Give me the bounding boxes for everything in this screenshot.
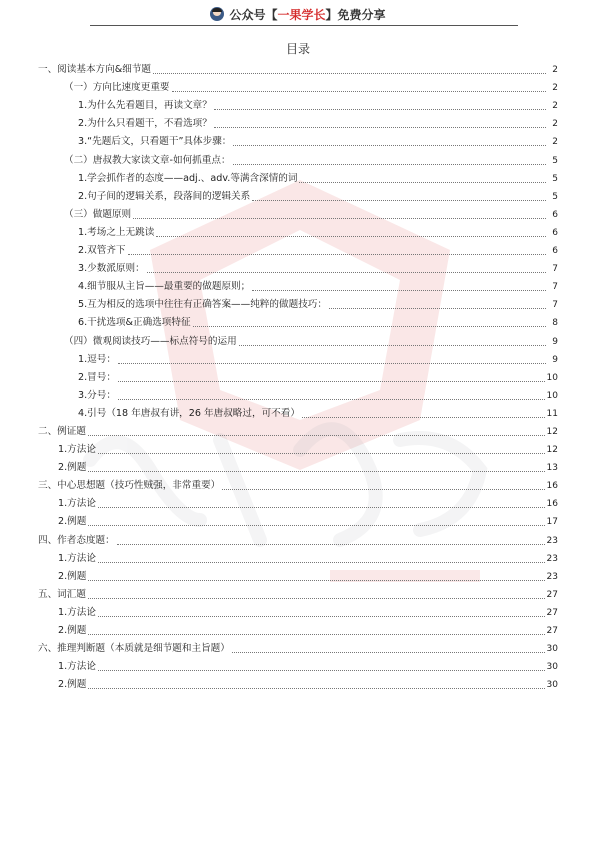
toc-entry-page: 11: [546, 408, 558, 419]
toc-entry-title: 2.例题: [58, 570, 87, 582]
toc-leader-dots: [88, 597, 545, 599]
toc-entry-page: 16: [546, 481, 558, 492]
toc-entry-title: 3.少数派原则：: [78, 263, 145, 275]
toc-leader-dots: [214, 126, 546, 128]
toc-leader-dots: [299, 181, 546, 183]
avatar-icon: [210, 7, 224, 21]
toc-entry[interactable]: [38, 58, 558, 76]
toc-entry[interactable]: [38, 384, 558, 402]
toc-entry-page: 27: [546, 589, 558, 600]
toc-entry-title: 三、中心思想题（技巧性贼强，非常重要）: [38, 480, 221, 492]
toc-entry-page: 2: [552, 137, 558, 148]
toc-entry-page: 17: [546, 517, 558, 528]
toc-entry-page: 2: [552, 83, 558, 94]
toc-entry-title: 2.例题: [58, 462, 87, 474]
toc-entry-page: 23: [546, 553, 558, 564]
toc-leader-dots: [118, 398, 545, 400]
toc-leader-dots: [156, 235, 546, 237]
toc-leader-dots: [239, 344, 546, 346]
toc-entry-page: 30: [546, 644, 558, 655]
toc-entry-page: 8: [552, 318, 558, 329]
toc-entry-title: （二）唐叔教大家读文章-如何抓重点：: [64, 154, 231, 166]
toc-leader-dots: [98, 452, 545, 454]
toc-entry-title: （四）微观阅读技巧——标点符号的运用: [64, 335, 237, 347]
toc-leader-dots: [128, 253, 546, 255]
toc-entry-title: 五、词汇题: [38, 588, 86, 600]
toc-entry[interactable]: [38, 293, 558, 311]
toc-entry[interactable]: [38, 420, 558, 438]
toc-entry[interactable]: [38, 402, 558, 420]
toc-entry[interactable]: [38, 257, 558, 275]
toc-entry[interactable]: [38, 565, 558, 583]
toc-entry-page: 10: [546, 372, 558, 383]
toc-entry-page: 30: [546, 662, 558, 673]
toc-entry-page: 9: [552, 336, 558, 347]
toc-entry[interactable]: [38, 112, 558, 130]
toc-entry-page: 30: [546, 680, 558, 691]
toc-entry[interactable]: [38, 329, 558, 347]
toc-entry[interactable]: [38, 619, 558, 637]
toc-entry-page: 5: [552, 173, 558, 184]
header-prefix: 公众号【: [229, 7, 278, 22]
toc-leader-dots: [98, 561, 545, 563]
toc-entry[interactable]: [38, 528, 558, 546]
toc-leader-dots: [88, 579, 544, 581]
toc-entry[interactable]: [38, 366, 558, 384]
toc-leader-dots: [88, 633, 544, 635]
toc-entry-title: 6.干扰选项&正确选项特征: [78, 317, 191, 329]
toc-leader-dots: [252, 199, 546, 201]
toc-entry-title: 1.考场之上无跳读: [78, 226, 155, 238]
toc-entry[interactable]: [38, 348, 558, 366]
toc-entry[interactable]: [38, 456, 558, 474]
toc-entry-page: 23: [546, 535, 558, 546]
toc-entry-title: 二、例证题: [38, 425, 86, 437]
toc-leader-dots: [118, 362, 546, 364]
toc-entry-page: 6: [552, 209, 558, 220]
toc-entry-page: 7: [552, 264, 558, 275]
toc-leader-dots: [88, 434, 545, 436]
toc-leader-dots: [98, 615, 545, 617]
toc-entry[interactable]: [38, 221, 558, 239]
toc-entry-page: 2: [552, 65, 558, 76]
toc-entry-page: 6: [552, 246, 558, 257]
toc-leader-dots: [232, 651, 545, 653]
toc-entry-title: 1.方法论: [58, 552, 96, 564]
toc-leader-dots: [222, 488, 544, 490]
toc-entry-title: 5.互为相反的选项中往往有正确答案——纯粹的做题技巧：: [78, 299, 327, 311]
toc-entry-page: 27: [546, 607, 558, 618]
toc-entry-title: 1.方法论: [58, 606, 96, 618]
toc-leader-dots: [98, 669, 545, 671]
page-header: [0, 5, 596, 23]
toc-entry-title: 4.引号（18 年唐叔有讲，26 年唐叔略过，可不看）: [78, 407, 300, 419]
toc-entry-title: 一、阅读基本方向&细节题: [38, 64, 152, 76]
toc-entry-page: 7: [552, 300, 558, 311]
toc-entry-page: 7: [552, 282, 558, 293]
toc-entry-page: 6: [552, 227, 558, 238]
toc-entry-title: 2.为什么只看题干，不看选项？: [78, 118, 212, 130]
toc-entry-title: 1.方法论: [58, 661, 96, 673]
toc-entry[interactable]: [38, 510, 558, 528]
toc-entry[interactable]: [38, 94, 558, 112]
toc-entry-title: 4.细节服从主旨——最重要的做题原则；: [78, 281, 251, 293]
page-title: 目录: [285, 42, 310, 56]
toc-leader-dots: [252, 289, 546, 291]
toc-entry[interactable]: [38, 185, 558, 203]
toc-entry-page: 9: [552, 354, 558, 365]
toc-entry-page: 10: [546, 390, 558, 401]
header-divider: [90, 25, 518, 26]
toc-leader-dots: [133, 217, 546, 219]
toc-entry-page: 2: [552, 119, 558, 130]
toc-entry[interactable]: [38, 76, 558, 94]
toc-leader-dots: [88, 470, 544, 472]
toc-leader-dots: [233, 163, 546, 165]
toc-entry-page: 27: [546, 626, 558, 636]
toc-entry-title: 2.例题: [58, 625, 87, 636]
toc-leader-dots: [117, 543, 545, 545]
toc-entry-page: 5: [552, 155, 558, 166]
toc-entry-title: 3.“先题后文，只看题干”具体步骤：: [78, 136, 232, 148]
toc-leader-dots: [329, 307, 546, 309]
toc-entry[interactable]: [38, 474, 558, 492]
toc-entry-page: 5: [552, 191, 558, 202]
toc-entry-title: 1.逗号：: [78, 353, 116, 365]
toc-entry[interactable]: [38, 673, 558, 691]
toc-entry[interactable]: [38, 655, 558, 673]
toc-entry[interactable]: [38, 203, 558, 221]
toc-entry[interactable]: [38, 130, 558, 148]
toc-entry[interactable]: [38, 167, 558, 185]
toc-entry-title: 3.分号：: [78, 389, 116, 401]
toc-entry-title: 四、作者态度题：: [38, 534, 115, 546]
toc-leader-dots: [153, 72, 546, 74]
toc-leader-dots: [193, 325, 546, 327]
table-of-contents: [38, 58, 558, 691]
toc-leader-dots: [302, 416, 545, 418]
toc-entry[interactable]: [38, 311, 558, 329]
toc-entry-title: 1.学会抓作者的态度——adj.、adv.等满含深情的词: [78, 172, 298, 184]
toc-entry-page: 2: [552, 101, 558, 112]
toc-entry-page: 23: [546, 571, 558, 582]
toc-entry-title: 2.例题: [58, 516, 87, 528]
toc-entry[interactable]: [38, 275, 558, 293]
toc-entry[interactable]: [38, 547, 558, 565]
toc-entry-title: 1.方法论: [58, 498, 96, 510]
toc-entry-title: 2.冒号：: [78, 371, 116, 383]
toc-leader-dots: [98, 506, 545, 508]
toc-entry-title: 1.为什么先看题目，再读文章？: [78, 100, 212, 112]
toc-entry-page: 13: [546, 463, 558, 474]
toc-leader-dots: [88, 524, 544, 526]
toc-entry[interactable]: [38, 438, 558, 456]
toc-entry-title: （一）方向比速度更重要: [64, 82, 170, 94]
toc-entry[interactable]: [38, 239, 558, 257]
header-brand: 一果学长: [277, 7, 326, 22]
toc-entry-title: 2.双管齐下: [78, 245, 126, 257]
toc-entry[interactable]: [38, 148, 558, 166]
toc-leader-dots: [214, 108, 546, 110]
toc-leader-dots: [172, 90, 546, 92]
toc-entry-title: 1.方法论: [58, 444, 96, 456]
toc-entry-page: 16: [546, 499, 558, 510]
toc-entry[interactable]: [38, 601, 558, 619]
toc-entry[interactable]: [38, 583, 558, 601]
toc-entry-title: 2.例题: [58, 679, 87, 691]
toc-entry-title: （三）做题原则: [64, 208, 132, 220]
toc-leader-dots: [147, 271, 546, 273]
toc-entry-page: 12: [546, 445, 558, 456]
toc-leader-dots: [233, 144, 546, 146]
toc-entry[interactable]: [38, 492, 558, 510]
toc-leader-dots: [118, 380, 545, 382]
toc-entry-page: 12: [546, 426, 558, 437]
toc-entry-title: 2.句子间的逻辑关系，段落间的逻辑关系: [78, 190, 251, 202]
header-suffix: 】免费分享: [325, 7, 386, 22]
toc-entry-title: 六、推理判断题（本质就是细节题和主旨题）: [38, 643, 230, 655]
toc-entry[interactable]: [38, 637, 558, 655]
toc-leader-dots: [88, 687, 544, 689]
